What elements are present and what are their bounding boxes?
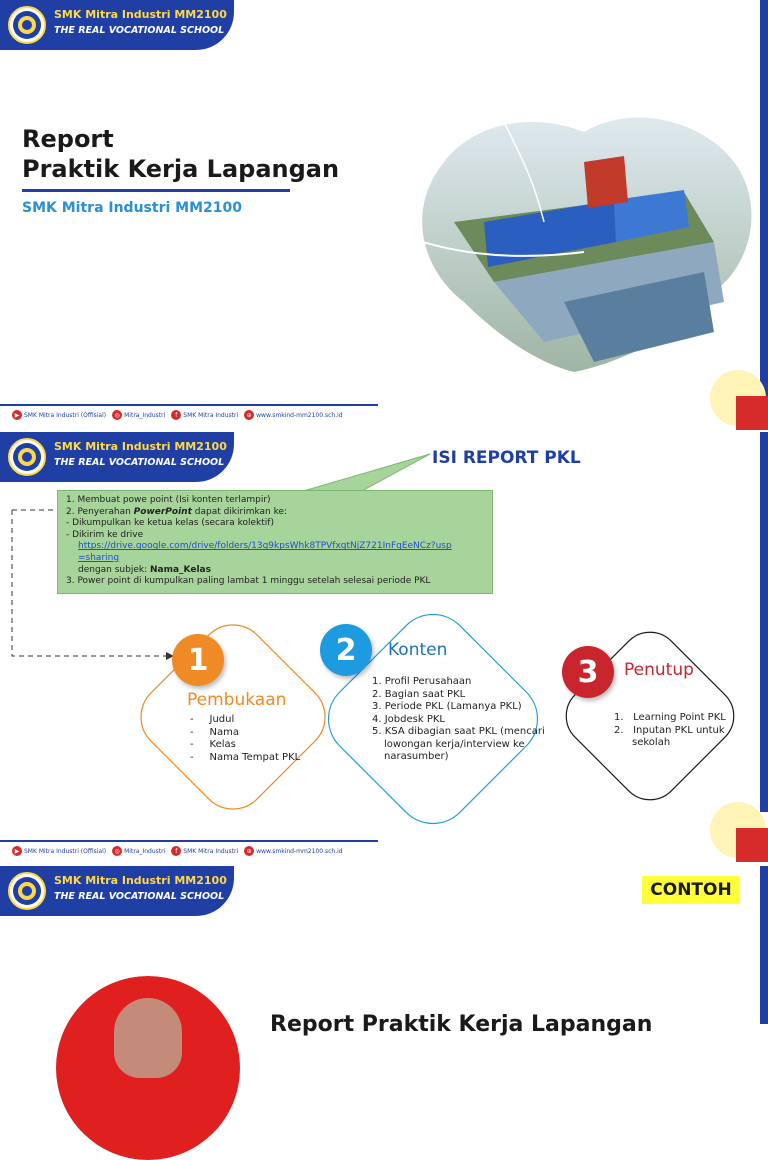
school-banner xyxy=(0,866,234,916)
list-item: 1. Profil Perusahaan xyxy=(372,676,472,687)
section-3-badge: 3 xyxy=(562,646,614,698)
drive-link-cont[interactable]: =sharing xyxy=(78,552,120,563)
school-name: SMK Mitra Industri MM2100 xyxy=(54,874,227,887)
school-name: SMK Mitra Industri MM2100 xyxy=(54,8,227,21)
footer-facebook[interactable]: f SMK Mitra Industri xyxy=(171,846,238,856)
list-item: - Kelas xyxy=(190,739,236,750)
right-accent-stripe xyxy=(760,0,768,424)
right-accent-stripe xyxy=(760,866,768,1024)
list-item: - Nama Tempat PKL xyxy=(190,751,301,763)
page-title xyxy=(22,124,339,184)
section-3-list xyxy=(614,712,744,750)
student-photo xyxy=(56,976,240,1160)
footer-instagram[interactable]: ◎ Mitra_Industri xyxy=(112,846,165,856)
list-item: 3. Periode PKL (Lamanya PKL) xyxy=(372,701,522,712)
youtube-icon: ▶ xyxy=(12,410,22,420)
facebook-icon: f xyxy=(171,846,181,856)
section-heading: ISI REPORT PKL xyxy=(432,448,581,468)
school-banner xyxy=(0,432,234,482)
list-item: - Nama xyxy=(190,726,239,738)
list-item: 4. Jobdesk PKL xyxy=(372,713,445,725)
footer-website[interactable]: ⊕ www.smkind-mm2100.sch.id xyxy=(244,410,342,420)
title-line-1: Report xyxy=(22,125,114,153)
footer-social xyxy=(0,840,378,860)
school-tagline: THE REAL VOCATIONAL SCHOOL xyxy=(54,25,225,36)
school-logo xyxy=(8,438,46,476)
list-item: 2. Inputan PKL untuk sekolah xyxy=(614,724,725,748)
slide-isi-report xyxy=(0,432,768,862)
section-3-title: Penutup xyxy=(624,660,694,680)
section-2-badge: 2 xyxy=(320,624,372,676)
example-badge: CONTOH xyxy=(642,876,740,904)
section-1-title: Pembukaan xyxy=(187,690,287,710)
avatar-head xyxy=(114,998,182,1078)
school-banner xyxy=(0,0,234,50)
list-item: - Judul xyxy=(190,714,235,725)
slide-contoh xyxy=(0,866,768,1037)
instagram-icon: ◎ xyxy=(112,846,122,856)
school-tagline: THE REAL VOCATIONAL SCHOOL xyxy=(54,891,225,902)
section-1-badge: 1 xyxy=(172,634,224,686)
school-name: SMK Mitra Industri MM2100 xyxy=(54,440,227,453)
right-accent-stripe xyxy=(760,432,768,812)
subtitle: SMK Mitra Industri MM2100 xyxy=(22,200,242,216)
school-building-photo xyxy=(384,102,768,392)
section-2-title: Konten xyxy=(388,640,448,660)
list-item: 1. Learning Point PKL xyxy=(614,712,726,723)
list-item: 2. Bagian saat PKL xyxy=(372,688,466,700)
deco-red-block xyxy=(736,396,768,430)
title-divider xyxy=(22,189,290,192)
deco-red-block xyxy=(736,828,768,862)
section-1-list xyxy=(190,714,300,764)
report-sections xyxy=(0,612,768,862)
title-line-2: Praktik Kerja Lapangan xyxy=(22,155,340,183)
footer-social xyxy=(0,404,378,424)
list-item: 5. KSA dibagian saat PKL (mencari lowongan kerja/interview ke narasumber) xyxy=(372,726,545,762)
youtube-icon: ▶ xyxy=(12,846,22,856)
example-title: Report Praktik Kerja Lapangan xyxy=(270,1012,653,1037)
school-logo xyxy=(8,6,46,44)
instruction-callout: 1. Membuat powe point (Isi konten terlampir) 2. Penyerahan PowerPoint dapat dikirimkan ke: - Dikumpulkan ke ketua kelas (secara kolektif) - Dikirim ke drive https://drive.google.com/drive/folders/13g9kpsWhk8TPVfxgtNjZ721InFqEeNCz?usp =sharing dengan subjek: Nama_Kelas 3. Power point di kumpulkan paling lambat 1 minggu setelah selesai periode PKL xyxy=(57,490,493,594)
footer-facebook[interactable]: f SMK Mitra Industri xyxy=(171,410,238,420)
drive-link[interactable]: https://drive.google.com/drive/folders/13g9kpsWhk8TPVfxgtNjZ721InFqEeNCz?usp xyxy=(78,541,452,552)
slide-cover xyxy=(0,0,768,424)
footer-instagram[interactable]: ◎ Mitra_Industri xyxy=(112,410,165,420)
footer-youtube[interactable]: ▶ SMK Mitra Industri (Offisial) xyxy=(12,846,106,856)
globe-icon: ⊕ xyxy=(244,410,254,420)
school-logo xyxy=(8,872,46,910)
footer-youtube[interactable]: ▶ SMK Mitra Industri (Offisial) xyxy=(12,410,106,420)
school-tagline: THE REAL VOCATIONAL SCHOOL xyxy=(54,457,225,468)
instagram-icon: ◎ xyxy=(112,410,122,420)
footer-website[interactable]: ⊕ www.smkind-mm2100.sch.id xyxy=(244,846,342,856)
globe-icon: ⊕ xyxy=(244,846,254,856)
facebook-icon: f xyxy=(171,410,181,420)
section-2-list xyxy=(372,676,554,764)
